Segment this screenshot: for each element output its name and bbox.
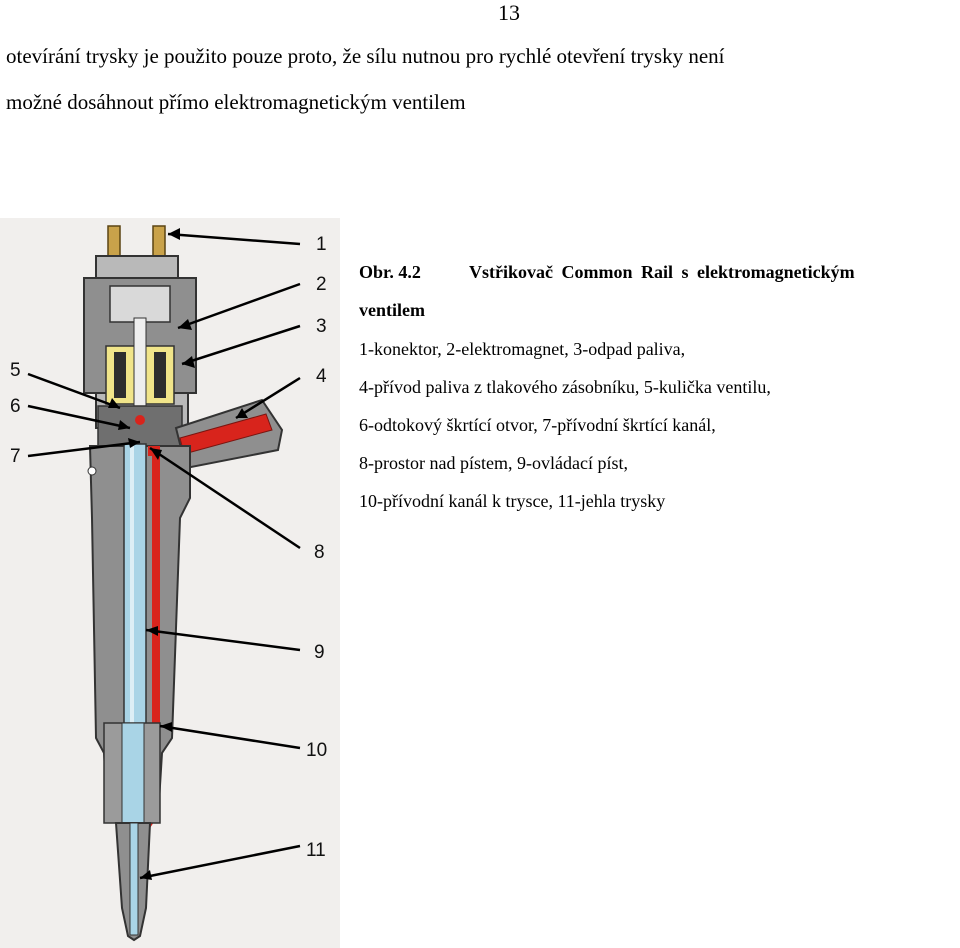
callout-1: 1 bbox=[316, 234, 327, 255]
legend-line-1: 1-konektor, 2-elektromagnet, 3-odpad paliva, bbox=[359, 339, 686, 359]
figure-number: Obr. 4.2 bbox=[359, 262, 421, 282]
callout-9: 9 bbox=[314, 642, 325, 663]
callout-10: 10 bbox=[306, 740, 328, 761]
figure-title-line-2: ventilem bbox=[359, 300, 425, 320]
callout-2: 2 bbox=[316, 274, 327, 295]
body-text-line-1: otevírání trysky je použito pouze proto, že sílu nutnou pro rychlé otevření trysky není bbox=[6, 44, 725, 68]
legend-line-5: 10-přívodní kanál k trysce, 11-jehla trysky bbox=[359, 491, 666, 511]
valve-ball bbox=[135, 415, 145, 425]
body-hole bbox=[88, 467, 96, 475]
callout-11: 11 bbox=[306, 840, 326, 861]
legend-line-3: 6-odtokový škrtící otvor, 7-přívodní škrtící kanál, bbox=[359, 415, 716, 435]
callout-6: 6 bbox=[10, 396, 21, 417]
callout-3: 3 bbox=[316, 316, 327, 337]
legend-line-4: 8-prostor nad pístem, 9-ovládací píst, bbox=[359, 453, 628, 473]
coil-winding-left bbox=[114, 352, 126, 398]
nozzle-needle bbox=[130, 823, 138, 935]
injector-diagram bbox=[0, 218, 340, 948]
injector-figure bbox=[0, 218, 340, 948]
valve-body bbox=[98, 406, 182, 446]
page-number: 13 bbox=[498, 0, 520, 25]
piston-highlight bbox=[130, 444, 134, 734]
figure-caption-title bbox=[359, 262, 855, 283]
figure-title-line-1: Vstřikovač Common Rail s elektromagnetickým bbox=[469, 262, 855, 282]
nozzle-spring-area bbox=[122, 723, 144, 823]
body-text-line-2: možné dosáhnout přímo elektromagnetickým ventilem bbox=[6, 90, 466, 114]
callout-8: 8 bbox=[314, 542, 325, 563]
valve-spring bbox=[134, 318, 146, 408]
armature-cap bbox=[110, 286, 170, 322]
legend-line-2: 4-přívod paliva z tlakového zásobníku, 5-kulička ventilu, bbox=[359, 377, 771, 397]
control-piston bbox=[124, 444, 146, 734]
coil-winding-right bbox=[154, 352, 166, 398]
callout-7: 7 bbox=[10, 446, 21, 467]
callout-4: 4 bbox=[316, 366, 327, 387]
callout-5: 5 bbox=[10, 360, 21, 381]
